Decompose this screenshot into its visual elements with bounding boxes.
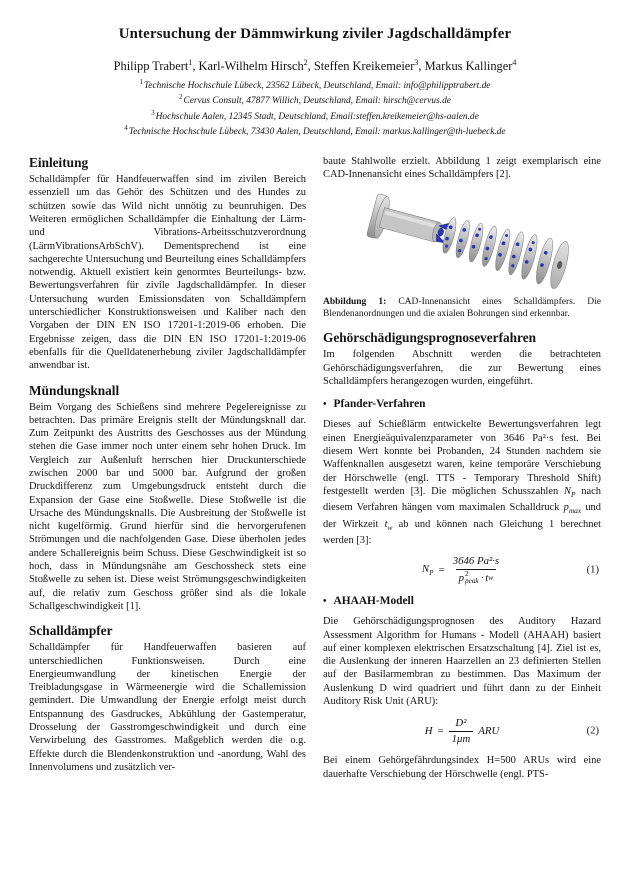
author-sup: 1 bbox=[188, 58, 193, 67]
page-title: Untersuchung der Dämmwirkung ziviler Jagdschalldämpfer bbox=[118, 26, 512, 42]
figure-1 bbox=[323, 191, 601, 321]
eq2-number: (2) bbox=[586, 725, 599, 737]
left-column bbox=[29, 155, 306, 782]
bullet-heading-ahaah: • AHAAH-Modell bbox=[323, 595, 414, 608]
affiliation-line: $^2$Cervus Consult, 47877 Willich, Deutschland, Email: hirsch@cervus.de bbox=[179, 94, 451, 107]
eq1-rel: = bbox=[438, 564, 445, 577]
figure-caption: Abbildung 1: CAD-Innenansicht eines Schalldämpfers. Die Blendenanordnungen und die axialen Bohrungen sind erkennbar. bbox=[323, 296, 601, 319]
schalldaempfer-body: Schalldämpfer für Handfeuerwaffen basieren auf unterschiedlichen Funktionsweisen. Durch eine Energieumwandlung der kinetischen Energie der Treibladungsgase in Wärmeenergie wird die Schallemission gemindert. Die Umwandlung der Energie erfolgt meist durch Entspannung des Gasdruckes, Abkühlung der Gastemperatur, Drosselung der Gasstromgeschwindigkeit und durch eine Verwirbelung des Gasstromes. Maßgeblich werden die o.g. Effekte durch die Blendenkonstruktion und -anordung, Wahl des Innenvolumens und zusätzlich ver- bbox=[29, 642, 306, 773]
eq1-number: (1) bbox=[586, 564, 599, 576]
authors-line bbox=[0, 58, 630, 74]
ahaah-after-paragraph: Bei einem Gehörgefährdungsindex H=500 ARUs wird eine dauerhafte Verschiebung der Hörschwelle (engl. PTS- bbox=[323, 755, 601, 780]
section-heading-muendungsknall: Mündungsknall bbox=[29, 382, 120, 398]
right-column bbox=[323, 155, 601, 782]
eq1-fraction: 3646 Pa²·s p 2 peak · t w bbox=[452, 555, 500, 585]
author: , Markus Kallinger bbox=[418, 59, 513, 74]
author-sup: 2 bbox=[303, 58, 308, 67]
author-sup: 4 bbox=[512, 58, 517, 67]
eq2-rel: = bbox=[437, 725, 444, 738]
affiliation-line: $^4$Technische Hochschule Lübeck, 73430 Aalen, Deutschland, Email: markus.kallinger@th-luebeck.de bbox=[124, 124, 506, 137]
title-block bbox=[0, 0, 630, 139]
author: , Steffen Kreikemeier bbox=[307, 59, 415, 74]
muendungsknall-body: Beim Vorgang des Schießens sind mehrere Pegelereignisse zu betrachten. Das primäre Ereignis stellt der Mündungsknall dar. Zum Zeitpunkt des Austritts des Geschosses aus der Mündung stehen die Gase immer noch unter einem sehr hohen Druck. Im Vergleich zur Außenluft herrschen hier Druckunterschiede zwischen 2000 bar und 5000 bar. Aufgrund der großen Druckdifferenz zum Umgebungsdruck entsteht durch die Expansion der Gase eine Stoßwelle. Diese Stoßwelle ist die Ursache des Mündungsknalls. Die Ausbreitung der Stoßwelle ist nicht kugelförmig. Grund hierfür sind die hervorgerufenen Strömungen und die nachfolgenden Gase. Diese überholen jedes andere Schallereignis beim Schuss. Diese Geschwindigkeit ist so hoch, dass in Mündungsnähe am Geschossheck stets eine Stoßwelle zu sehen ist. Diese weist Strömungsgeschwindigkeiten auf, die relativ zum Geschoss größer sind als die lokale Schallgeschwindigkeit [1]. bbox=[29, 401, 306, 612]
author: Philipp Trabert bbox=[113, 59, 189, 74]
affiliations bbox=[0, 78, 630, 139]
eq2-lhs: H bbox=[424, 725, 433, 738]
equation-2 bbox=[323, 716, 601, 746]
eq1-lhs: $N_P$ bbox=[421, 563, 434, 578]
gehoerschaedigung-intro: Im folgenden Abschnitt werden die betrachteten Gehörschädigungsverfahren, die zur Bewertung eines Schalldämpfers herangezogen wurden, eingeführt. bbox=[323, 349, 601, 388]
ahaah-body: Die Gehörschädigungsprognosen des Auditory Hazard Assessment Algorithm for Humans - Modell (AHAAH) basiert auf einer komplexen elektrischen Ersatzschaltung [4]. Ziel ist es, die Auslenkung der inneren Haarzellen an 23 definierten Stellen auf der Basilarmembran zu bestimmen. Das Maximum der Auslenkung D wird quadriert und führt dann zu der Einheit Auditory Risk Unit (ARU): bbox=[323, 616, 601, 708]
eq2-fraction: $\frac{\text{D²}}{1\mu m}$ bbox=[449, 717, 474, 745]
author-sup: 3 bbox=[414, 58, 419, 67]
equation-1 bbox=[323, 555, 601, 585]
continuation-paragraph: baute Stahlwolle erzielt. Abbildung 1 zeigt exemplarisch eine CAD-Innenansicht eines Schalldämpfers [2]. bbox=[323, 156, 601, 181]
affiliation-line: $^1$Technische Hochschule Lübeck, 23562 Lübeck, Deutschland, Email: info@philipptrabert.de bbox=[139, 79, 491, 92]
affiliation-line: $^3$Hochschule Aalen, 12345 Stadt, Deutschland, Email:steffen.kreikemeier@hs-aalen.de bbox=[151, 109, 479, 122]
section-heading-gehoerschaedigung: Gehörschädigungsprognoseverfahren bbox=[323, 330, 537, 346]
bullet-icon: • bbox=[323, 399, 327, 411]
pfander-body: Dieses auf Schießlärm entwickelte Bewertungsverfahren legt einen Energieäquivalenzparameter von 3646 Pa²·s fest. Bei diesem Wert konnte bei Probanden, 24 Stunden nachdem sie Waffenknallen ausgesetzt waren, keine temporäre Verschiebung der Hörschwelle (engl. TTS - Temporary Threshold Shift) festgestellt werden [3]. Die möglichen Schusszahlen $N_P$ nach diesem Verfahren hängen vom maximalen Schalldruck $p_{max}$ und der Wirkzeit $t_w$ ab und können nach Gleichung 1 berechnet werden [3]: bbox=[323, 419, 602, 546]
bullet-icon: • bbox=[323, 596, 327, 608]
suppressor-cad-figure bbox=[323, 191, 601, 289]
eq2-unit: ARU bbox=[478, 725, 500, 738]
two-column-body bbox=[0, 139, 630, 782]
bullet-heading-pfander: • Pfander-Verfahren bbox=[323, 398, 426, 411]
section-heading-einleitung: Einleitung bbox=[29, 155, 89, 171]
einleitung-body: Schalldämpfer für Handfeuerwaffen sind im zivilen Bereich essenziell um das Gehör des Schützen und des Hundes zu schützen sowie das Wild nicht unnötig zu beunruhigen. Des Weiteren ermöglichen Schalldämpfer die Einhaltung der Lärm- und Vibrations-Arbeitsschutzverordnung (LärmVibrationsArbSchV). Dementsprechend ist eine sachgerechte Untersuchung und Beurteilung eines Schalldämpfers notwendig. Aktuell existiert kein genormtes Beurteilungs- bzw. Bewertungsverfahren für zivile Jagdschalldämpfer. In dieser Untersuchung wurden Emissionsdaten von Schalldämpfern unterschiedlicher Konstruktionsweisen und Kaliber nach den Vorgaben der DIN EN ISO 17201-1:2019-06 erhoben. Die Ergebnisse zeigen, dass die DIN EN ISO 17201-1:2019-06 ebenfalls für die Quelldatenerhebung ziviler Jagdschalldämpfer anwendbar ist. bbox=[29, 174, 306, 372]
author: , Karl-Wilhelm Hirsch bbox=[192, 59, 304, 74]
section-heading-schalldaempfer: Schalldämpfer bbox=[29, 623, 113, 639]
